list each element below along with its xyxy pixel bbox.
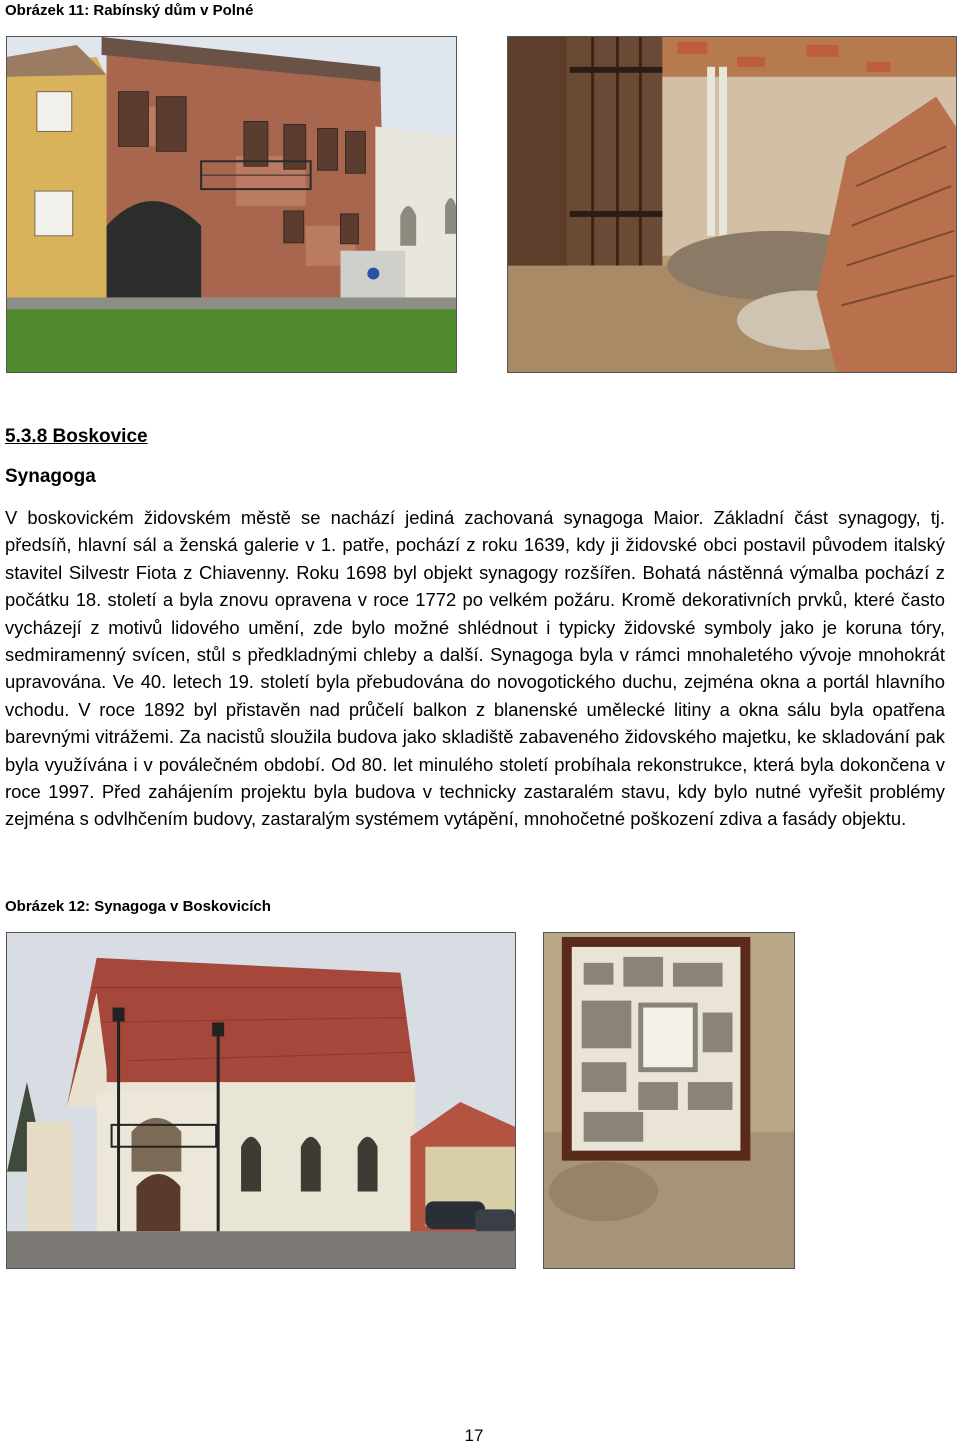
rabbi-house-exterior-photo	[6, 36, 457, 373]
section-heading: 5.3.8 Boskovice	[5, 426, 148, 447]
page-number: 17	[464, 1426, 484, 1445]
synagogue-description: V boskovickém židovském městě se nachází jediná zachovaná synagoga Maior. Základní část synagogy, tj. předsíň, hlavní sál a ženská galerie v 1. patře, pochází z roku 1639, kdy ji židovské obci postavil původem italský stavitel Silvestr Fiota z Chiavenny. Roku 1698 byl objekt synagogy rozšířen. Bohatá nástěnná výmalba pochází z počátku 18. století a byla znovu opravena v roce 1772 po velkém požáru. Kromě dekorativních prvků, které často vycházejí z motivů lidového umění, zde bylo možné shlédnout i typicky židovské symboly jako je koruna tóry, sedmiramenný svícen, stůl s předkladnými chleby a další. Synagoga byla v rámci mnohaletého vývoje mnohokrát upravována. Ve 40. letech 19. století byla přebudována do novogotického duchu, zejména okna a portál hlavního vchodu. V roce 1892 byl přistavěn nad průčelí balkon z blanenské umělecké litiny a okna sálu byla opatřena barevnými vitrážemi. Za nacistů sloužila budova jako skladiště zabaveného židovského majetku, ke skladování pak byla využívána i v poválečném období. Od 80. let minulého století probíhala rekonstrukce, která byla dokončena v roce 1997. Před zahájením projektu byla budova v technicky zastaralém stavu, kdy bylo nutné vyřešit problémy zejména s odvlhčením budovy, zastaralým systémem vytápění, mnohočetné poškození zdiva a fasády objektu.	[5, 507, 945, 830]
interior-renovation-photo	[507, 36, 957, 373]
synagogue-interior-frame-photo	[543, 932, 795, 1269]
figure-12-caption: Obrázek 12: Synagoga v Boskovicích	[5, 898, 271, 915]
synagogue-exterior-photo	[6, 932, 516, 1269]
section-subheading: Synagoga	[5, 466, 96, 487]
figure-11-caption: Obrázek 11: Rabínský dům v Polné	[5, 2, 254, 19]
